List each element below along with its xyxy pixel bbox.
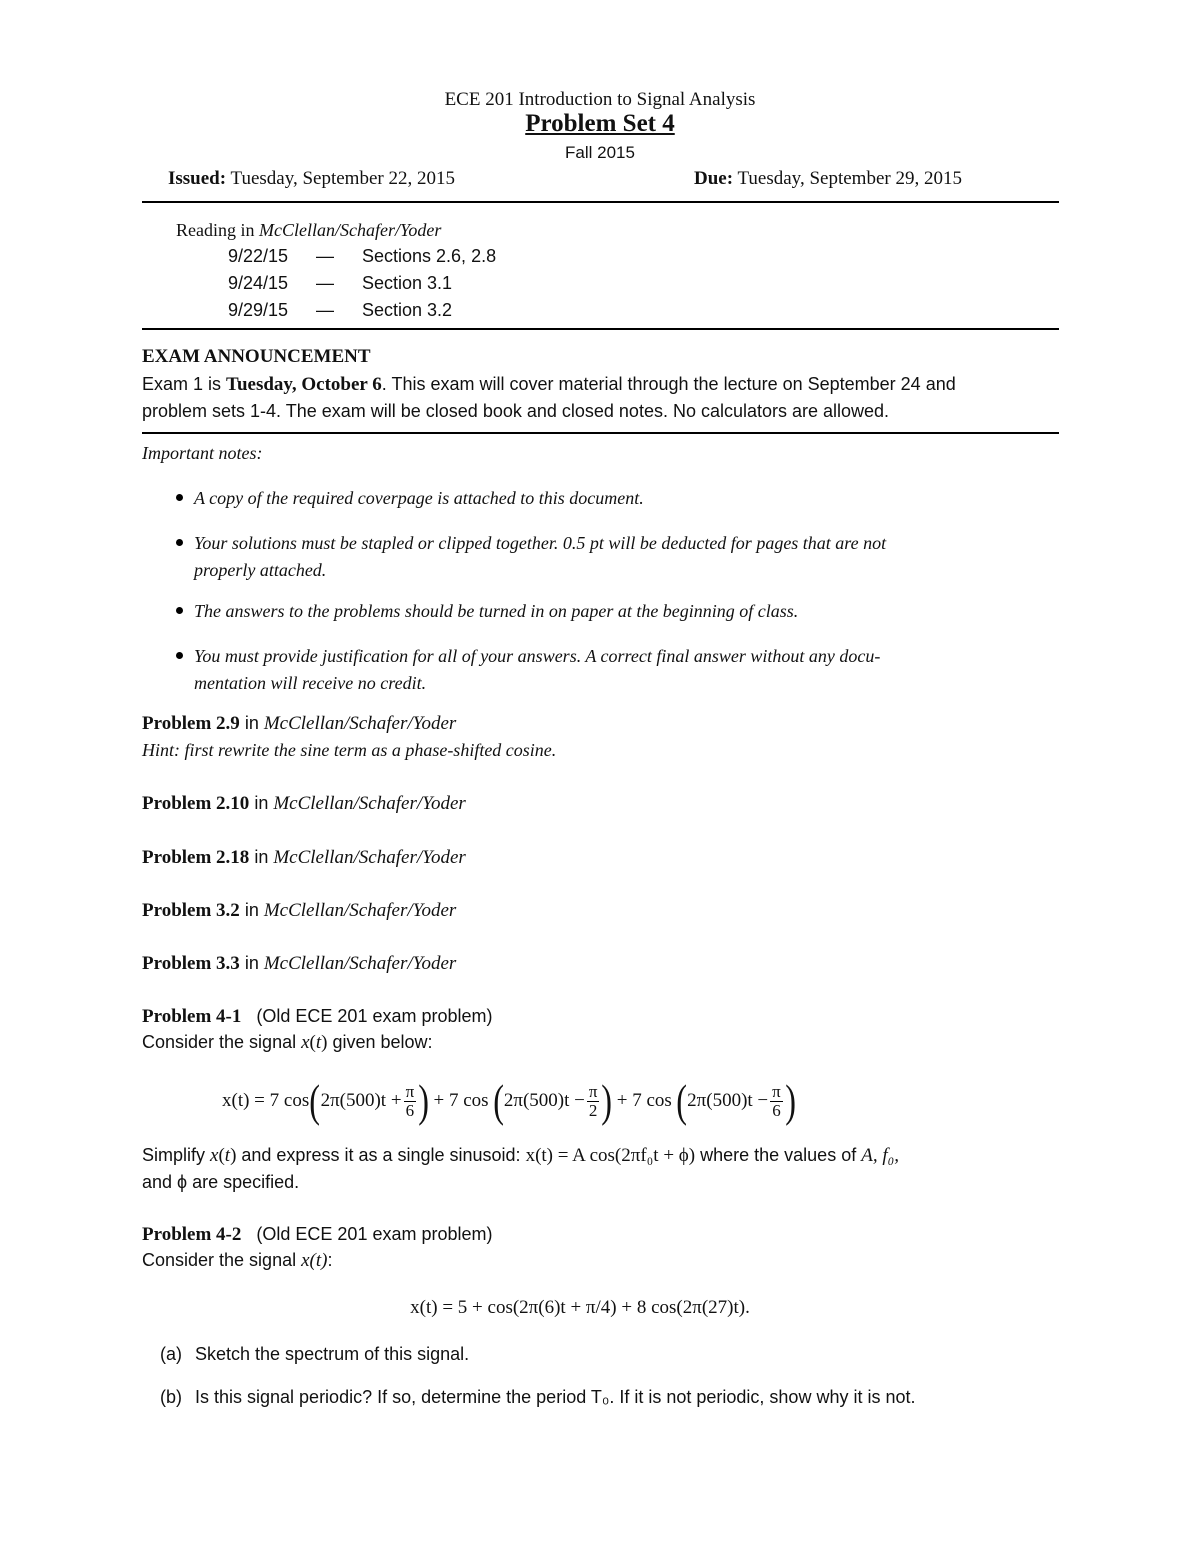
exam-divider: [142, 432, 1059, 434]
due-date: Tuesday, September 29, 2015: [737, 168, 962, 189]
problem-label: Problem 3.2: [142, 900, 240, 921]
problem-in: in: [239, 713, 264, 733]
course-title: ECE 201 Introduction to Signal Analysis: [444, 89, 756, 110]
note-2: [194, 530, 1054, 584]
due-line: [694, 168, 962, 190]
note-1-line-1: A copy of the required coverpage is attached to this document.: [194, 488, 644, 508]
reading-section-3: Section 3.2: [362, 300, 453, 320]
problem-4-2-heading: [142, 1224, 493, 1246]
exam-heading: EXAM ANNOUNCEMENT: [142, 346, 371, 367]
problem-4-2-equation: x(t) = 5 + cos(2π(6)t + π/4) + 8 cos(2π(27)t).: [410, 1297, 750, 1318]
intro-post: :: [327, 1250, 333, 1270]
note-4-line-1: You must provide justification for all of your answers. A correct final answer without any docu-: [194, 646, 881, 666]
eq-arg-2: 2π(500)t −: [503, 1090, 585, 1111]
frac-1: $\frac{\pi}{6}$: [405, 1081, 415, 1120]
note-4: [194, 643, 1054, 697]
problem-in: in: [249, 847, 274, 867]
problem-label: Problem 4-1: [142, 1006, 242, 1027]
paren-close: ): [785, 1075, 796, 1126]
problem-source: (Old ECE 201 exam problem): [256, 1224, 493, 1244]
reading-date-3: 9/29/15: [228, 300, 289, 320]
problem-2-9-hint: Hint: first rewrite the sine term as a phase-shifted cosine.: [142, 740, 557, 760]
eq-mid-2: + 7 cos: [616, 1090, 672, 1111]
exam-line-2: problem sets 1-4. The exam will be closed book and closed notes. No calculators are allowed.: [142, 401, 890, 421]
problem-label: Problem 2.10: [142, 793, 250, 814]
paren-close: ): [601, 1075, 613, 1126]
text-mid: and express it as a single sinusoid:: [236, 1145, 526, 1165]
part-b-text: Is this signal periodic? If so, determine the period T₀. If it is not periodic, show why it is not.: [195, 1387, 916, 1407]
bullet-icon: [176, 607, 183, 614]
issued-line: [168, 168, 455, 190]
problem-4-1-text-2: and ϕ are specified.: [142, 1172, 300, 1192]
exam-date: Tuesday, October 6: [226, 374, 382, 395]
note-3-line-1: The answers to the problems should be turned in on paper at the beginning of class.: [194, 601, 799, 621]
problem-4-2-intro: [142, 1250, 332, 1272]
paren-open: (: [492, 1075, 504, 1126]
problem-2-9: [142, 713, 456, 735]
reading-heading: [176, 220, 441, 241]
note-1: [194, 485, 1054, 512]
problem-2-18: [142, 847, 466, 869]
reading-intro: Reading in: [176, 220, 259, 240]
paren-open: (: [309, 1075, 321, 1126]
paren-close: ): [418, 1075, 430, 1126]
eq-arg-1: 2π(500)t +: [320, 1090, 402, 1111]
problem-label: Problem 4-2: [142, 1224, 242, 1245]
note-2-line-1: Your solutions must be stapled or clipped together. 0.5 pt will be deducted for pages that are not: [194, 533, 887, 553]
problem-4-1-text-1: Simplify x(t) and express it as a single sinusoid: x(t) = A cos(2πf₀t + ϕ) where the values of A, f₀,: [142, 1145, 899, 1166]
part-a-text: Sketch the spectrum of this signal.: [195, 1344, 470, 1364]
issued-label: Issued:: [168, 168, 227, 189]
problem-book: McClellan/Schafer/Yoder: [263, 953, 457, 974]
note-3: [194, 598, 1054, 625]
exam-line-1: [142, 374, 956, 396]
problem-in: in: [249, 793, 274, 813]
eq-arg-3: 2π(500)t −: [687, 1090, 769, 1111]
reading-section-2: Section 3.1: [362, 273, 453, 293]
frac-3: $\frac{\pi}{6}$: [772, 1081, 781, 1120]
problem-label: Problem 2.18: [142, 847, 250, 868]
part-a-tag: (a): [160, 1344, 182, 1364]
text-vars: A, f₀,: [861, 1145, 899, 1166]
problem-3-3: [142, 953, 456, 975]
problem-4-1-intro: Consider the signal x(t) given below:: [142, 1032, 433, 1053]
problem-3-2: [142, 900, 456, 922]
header-divider: [142, 201, 1059, 203]
reading-dash-1: —: [316, 246, 334, 266]
problem-4-1-heading: [142, 1006, 493, 1028]
reading-section-1: Sections 2.6, 2.8: [362, 246, 497, 266]
problem-book: McClellan/Schafer/Yoder: [273, 847, 466, 868]
frac-2: $\frac{\pi}{2}$: [588, 1081, 598, 1120]
eq-mid-1: + 7 cos: [433, 1090, 489, 1111]
term: Fall 2015: [565, 143, 635, 162]
problem-book: McClellan/Schafer/Yoder: [263, 900, 457, 921]
problem-label: Problem 2.9: [142, 713, 240, 734]
reading-book: McClellan/Schafer/Yoder: [259, 220, 442, 240]
reading-divider: [142, 328, 1059, 330]
bullet-icon: [176, 652, 183, 659]
bullet-icon: [176, 539, 183, 546]
eq-lhs: x(t) = 7 cos: [222, 1090, 310, 1111]
notes-heading: Important notes:: [142, 443, 263, 463]
reading-date-2: 9/24/15: [228, 273, 289, 293]
problem-in: in: [239, 953, 264, 973]
exam-line1-pre: Exam 1 is: [142, 374, 227, 394]
text-eq: x(t) = A cos(2πf₀t + ϕ): [525, 1145, 696, 1166]
text-post: where the values of: [695, 1145, 862, 1165]
bullet-icon: [176, 494, 183, 501]
issued-date: Tuesday, September 22, 2015: [230, 168, 455, 189]
note-2-line-2: properly attached.: [194, 560, 327, 580]
intro-post: given below:: [327, 1032, 433, 1052]
reading-date-1: 9/22/15: [228, 246, 289, 266]
due-label: Due:: [694, 168, 734, 189]
problem-in: in: [239, 900, 264, 920]
problem-2-10: [142, 793, 466, 815]
note-4-line-2: mentation will receive no credit.: [194, 673, 427, 693]
problem-4-1-equation: [222, 1072, 796, 1130]
text-pre: Simplify: [142, 1145, 211, 1165]
exam-line1-post: . This exam will cover material through the lecture on September 24 and: [381, 374, 956, 394]
problem-book: McClellan/Schafer/Yoder: [273, 793, 466, 814]
part-b-tag: (b): [160, 1387, 182, 1407]
intro-pre: Consider the signal: [142, 1250, 302, 1270]
intro-pre: Consider the signal: [142, 1032, 302, 1052]
reading-dash-3: —: [316, 300, 334, 320]
intro-xt: x(t): [301, 1250, 328, 1271]
paren-open: (: [676, 1075, 687, 1126]
page-title: Problem Set 4: [525, 110, 675, 137]
problem-source: (Old ECE 201 exam problem): [256, 1006, 493, 1026]
problem-book: McClellan/Schafer/Yoder: [263, 713, 457, 734]
reading-dash-2: —: [316, 273, 334, 293]
problem-label: Problem 3.3: [142, 953, 240, 974]
